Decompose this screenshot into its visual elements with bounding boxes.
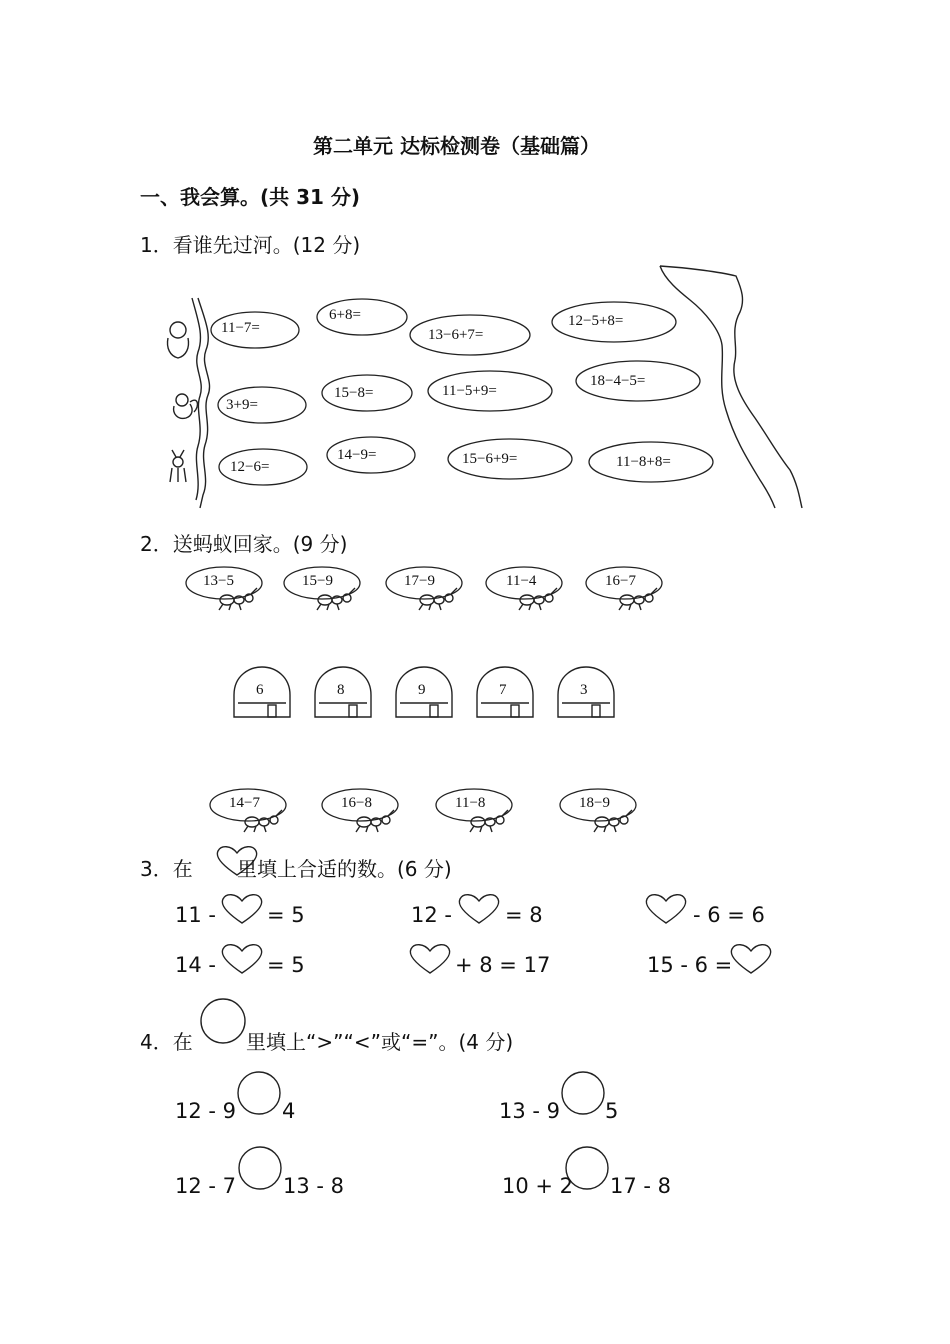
q3-equation-right: = 5	[267, 903, 305, 927]
ant-expression: 18−9	[579, 795, 610, 811]
ant-expression: 16−7	[605, 573, 636, 589]
q3-equation-right: + 8 = 17	[455, 953, 551, 977]
house-number: 9	[418, 682, 426, 698]
question-3-label-suffix: 里填上合适的数。(6 分)	[237, 857, 452, 881]
ant-expression: 16−8	[341, 795, 372, 811]
q1-item: 6+8=	[329, 307, 361, 323]
q4-right-expression: 4	[282, 1099, 296, 1123]
ant-expression: 11−8	[455, 795, 486, 811]
q1-item: 11−5+9=	[442, 383, 497, 399]
compare-circle-icon	[238, 1072, 280, 1114]
right-shore	[660, 266, 802, 508]
q4-left-expression: 12 - 9	[175, 1099, 237, 1123]
q4-left-expression: 13 - 9	[499, 1099, 561, 1123]
section-heading: 一、我会算。(共 31 分)	[140, 185, 361, 209]
q1-item: 12−5+8=	[568, 313, 624, 329]
q1-item: 11−7=	[221, 320, 260, 336]
q1-item: 3+9=	[226, 397, 258, 413]
q3-equation-left: 14 -	[175, 953, 216, 977]
house-number: 6	[256, 682, 264, 698]
q3-equation-left: 12 -	[411, 903, 452, 927]
compare-circle-icon	[562, 1072, 604, 1114]
q3-equation-left: 11 -	[175, 903, 216, 927]
q4-right-expression: 17 - 8	[610, 1174, 672, 1198]
heart-icon	[459, 895, 498, 923]
q3-equation-right: = 5	[267, 953, 305, 977]
q1-item: 18−4−5=	[590, 373, 646, 389]
q1-item: 15−8=	[334, 385, 374, 401]
house-number: 8	[337, 682, 345, 698]
deer-icon	[170, 450, 186, 482]
compare-circle-icon	[239, 1147, 281, 1189]
compare-circle-icon	[201, 999, 245, 1043]
q4-right-expression: 13 - 8	[283, 1174, 345, 1198]
question-4-label-prefix: 4．在	[140, 1030, 193, 1054]
q1-item: 14−9=	[337, 447, 377, 463]
q3-equation-right: = 8	[505, 903, 543, 927]
left-bank-inner	[192, 298, 201, 500]
ant-expression: 13−5	[203, 573, 234, 589]
q4-left-expression: 10 + 2	[502, 1174, 574, 1198]
page-title: 第二单元 达标检测卷（基础篇）	[313, 134, 600, 158]
question-4-label-suffix: 里填上“>”“<”或“=”。(4 分)	[246, 1030, 514, 1054]
heart-icon	[731, 945, 770, 973]
q3-equation-left: 15 - 6 =	[647, 953, 733, 977]
right-shore-inner	[660, 266, 775, 508]
heart-icon	[646, 895, 685, 923]
question-2-label: 2．送蚂蚁回家。(9 分)	[140, 532, 348, 556]
house-number: 7	[499, 682, 507, 698]
house-number: 3	[580, 682, 588, 698]
q3-equation-right: - 6 = 6	[693, 903, 765, 927]
question-1-label: 1．看谁先过河。(12 分)	[140, 233, 361, 257]
squirrel-icon	[174, 394, 198, 418]
ant-expression: 11−4	[506, 573, 537, 589]
ant-expression: 14−7	[229, 795, 260, 811]
q1-item: 11−8+8=	[616, 454, 671, 470]
question-3-label-prefix: 3．在	[140, 857, 193, 881]
ant-expression: 15−9	[302, 573, 333, 589]
q1-item: 12−6=	[230, 459, 270, 475]
ant-expression: 17−9	[404, 573, 435, 589]
q1-item: 15−6+9=	[462, 451, 518, 467]
q4-right-expression: 5	[605, 1099, 619, 1123]
q1-item: 13−6+7=	[428, 327, 484, 343]
q4-left-expression: 12 - 7	[175, 1174, 237, 1198]
heart-icon	[222, 895, 261, 923]
heart-icon	[410, 945, 449, 973]
girl-icon	[167, 322, 188, 358]
heart-icon	[222, 945, 261, 973]
